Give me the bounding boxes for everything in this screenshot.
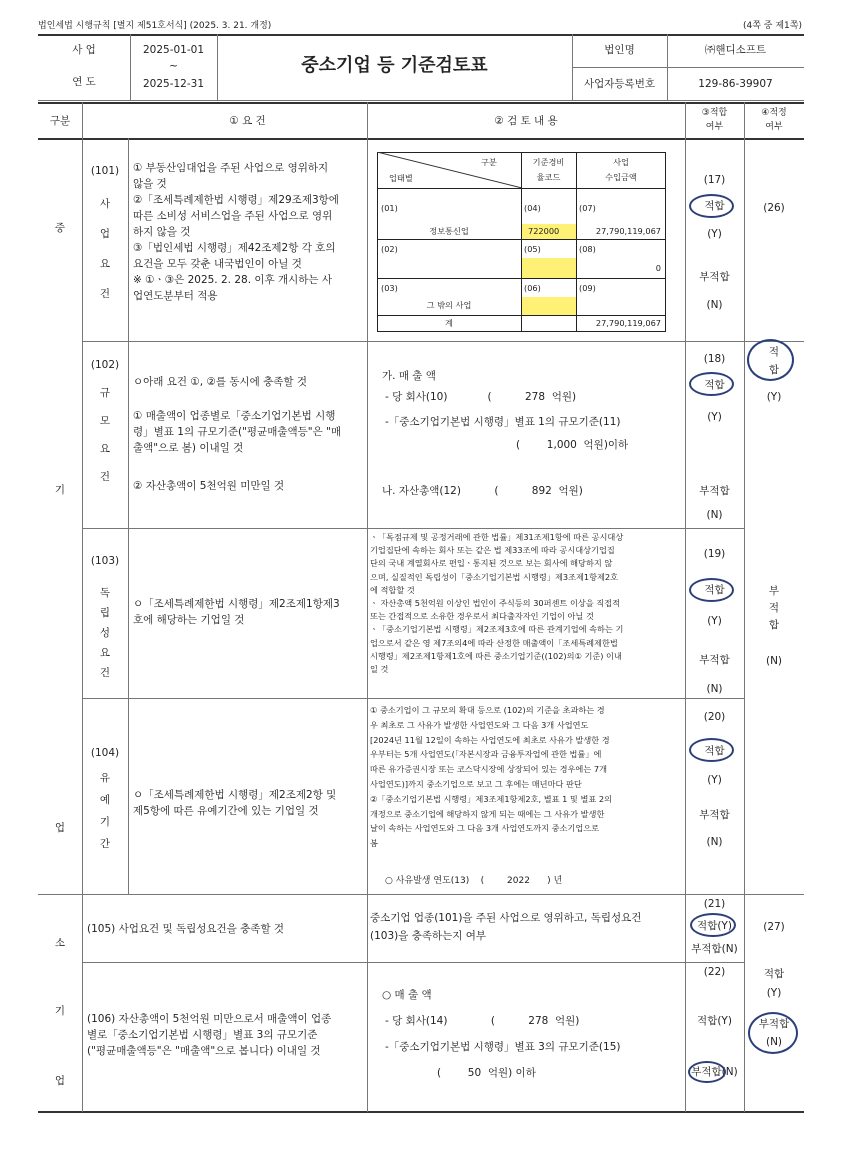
rt-row1-code-num: (04) xyxy=(524,203,541,213)
r106-review-1: ○ 매 출 액 xyxy=(382,989,432,1001)
r102-judge-y: (Y) xyxy=(766,391,782,403)
r103-requirements: ㅇ「조세특례제한법 시행령」제2조제1항제3 호에 해당하는 기업일 것 xyxy=(133,598,340,626)
r106-judge-fit: 적합 xyxy=(763,968,785,980)
r103-unfit-n: (N) xyxy=(706,683,723,695)
col-fit-1b: 여부 xyxy=(705,122,724,132)
col-fit-1: ③적합 xyxy=(701,108,728,118)
rt-row2-amt-num: (08) xyxy=(579,244,596,254)
rt-row3-code-num: (06) xyxy=(524,283,541,293)
rt-total-label: 계 xyxy=(445,318,453,328)
side-label-gi2: 기 xyxy=(54,1005,66,1017)
r104-unfit-n: (N) xyxy=(706,836,723,848)
r101-unfit: 부적합 xyxy=(699,271,730,283)
page-title: 중소기업 등 기준검토표 xyxy=(301,55,488,76)
r104-fit-num: (20) xyxy=(703,711,726,723)
col-review: ② 검 토 내 용 xyxy=(494,115,558,127)
r105-fit: 적합(Y) xyxy=(697,920,732,932)
r103-fit-y: (Y) xyxy=(707,615,722,627)
r101-vert-label: 사 업 요 건 xyxy=(99,198,111,300)
r101-judge: (26) xyxy=(763,202,785,214)
r104-unfit: 부적합 xyxy=(699,809,730,821)
r103-judge: 부 적 합 xyxy=(768,585,780,631)
col-fit-2: ④적정 xyxy=(761,108,787,118)
r106-requirement: (106) 자산총액이 5천억원 미만으로서 매출액이 업종 별로「중소기업기본법 시행령」별표 3의 규모기준 ("평균매출액등"은 "매출액"으로 봅니다) 이내일 것 xyxy=(87,1013,332,1057)
rt-row1-code: 722000 xyxy=(528,226,560,236)
r104-fit: 적합 xyxy=(704,745,725,757)
rt-h-gubun: 구분 xyxy=(481,157,497,167)
rt-row1-amt-num: (07) xyxy=(579,203,596,213)
r105-review: 중소기업 업종(101)을 주된 사업으로 영위하고, 독립성요건 (103)을 충족하는지 여부 xyxy=(370,912,642,942)
r102-review-5: 나. 자산총액(12) ( 892 억원) xyxy=(382,485,583,497)
corp-name: ㈜핸디소프트 xyxy=(704,44,767,56)
rt-row3-name: 그 밖의 사업 xyxy=(426,300,472,310)
biz-no: 129-86-39907 xyxy=(698,78,773,90)
rt-total-amt: 27,790,119,067 xyxy=(595,318,661,328)
r103-review: ㆍ「독점규제 및 공정거래에 관한 법률」제31조제1항에 따른 공시대상 기업집단에 속하는 회사 또는 같은 법 제33조에 따라 공시대상기업집 단의 국내 계열회사로 편입ㆍ통지된 것으로 보는 회사에 해당하지 않 으며, 실질적인 독립성이「중소기업기본법 시행령」제3조제1항제2호 에 적합할 것 ㆍ 자산총액 5천억원 이상인 법인이 주식등의 30퍼센트 이상을 직접적 또는 간접적으로 소유한 경우로서 최다출자자인 기업이 아닐 것 ㆍ「중소기업기본법 시행령」제2조제3호에 따른 관계기업에 속하는 기 업으로서 같은 영 제7조의4에 따라 산정한 매출액이「조세특례제한법 시행령」제2조제1항제1호에 따른 중소기업기준((102)의① 기준) 이내 일 것 xyxy=(370,532,624,675)
rt-h-upte: 업태별 xyxy=(389,173,413,183)
r102-req-2: ① 매출액이 업종별로「중소기업기본법 시행 령」별표 1의 규모기준("평균매출액등"은 "매 출액"으로 봄) 이내일 것 xyxy=(133,410,342,454)
r104-reason-year: ○ 사유발생 연도(13) ( 2022 ) 년 xyxy=(385,876,563,886)
r103-fit: 적합 xyxy=(704,584,725,596)
r105-unfit: 부적합(N) xyxy=(691,943,738,955)
r101-fit-y: (Y) xyxy=(707,228,722,240)
side-label-gi: 기 xyxy=(54,484,66,496)
r106-unfit: 부적합(N) xyxy=(691,1066,738,1078)
r106-review-4: ( 50 억원) 이하 xyxy=(437,1067,536,1079)
r105-requirement: (105) 사업요건 및 독립성요건을 충족할 것 xyxy=(87,923,285,935)
r101-num: (101) xyxy=(90,165,120,177)
rt-row2-amt: 0 xyxy=(655,263,661,273)
r101-requirements: ① 부동산임대업을 주된 사업으로 영위하지 않을 것 ②「조세특례제한법 시행령」제29조제3항에 따른 소비성 서비스업을 주된 사업으로 영위 하지 않을 것 ③「법인세법 시행령」제42조제2항 각 호의 요건을 모두 갖춘 내국법인이 아닐 것 ※ ①ㆍ③은 2025. 2. 28. 이후 개시하는 사 업연도분부터 적용 xyxy=(133,162,339,302)
r106-judge-n: (N) xyxy=(765,1036,783,1048)
r102-review-3: -「중소기업기본법 시행령」별표 1의 규모기준(11) xyxy=(385,416,621,428)
r102-review-4: ( 1,000 억원)이하 xyxy=(516,439,629,451)
r101-fit-num: (17) xyxy=(703,174,726,186)
r102-review-2: - 당 회사(10) ( 278 억원) xyxy=(385,391,577,403)
rt-row2-num: (02) xyxy=(381,244,398,254)
r106-review-2: - 당 회사(14) ( 278 억원) xyxy=(385,1015,580,1027)
period-tilde: ~ xyxy=(169,60,178,72)
r102-unfit: 부적합 xyxy=(699,485,730,497)
col-category: 구분 xyxy=(49,115,71,127)
side-label-eop2: 업 xyxy=(54,1075,66,1087)
side-label-eop: 업 xyxy=(54,822,66,834)
r102-num: (102) xyxy=(90,359,120,371)
r103-fit-num: (19) xyxy=(703,548,726,560)
rt-row3-amt-num: (09) xyxy=(579,283,596,293)
period-label-2: 연 도 xyxy=(72,76,96,88)
r102-review-1: 가. 매 출 액 xyxy=(382,370,436,382)
r102-fit-num: (18) xyxy=(703,353,726,365)
rt-h-code1: 기준경비 xyxy=(532,157,565,167)
rt-row1-name: 정보통신업 xyxy=(429,226,469,236)
r106-judge-circle xyxy=(748,1012,798,1054)
side-label-jung: 중 xyxy=(54,222,66,234)
col-requirements: ① 요 건 xyxy=(229,115,266,127)
r104-vert-label: 유 예 기 간 xyxy=(99,772,111,850)
r102-unfit-n: (N) xyxy=(706,509,723,521)
r103-num: (103) xyxy=(90,555,120,567)
rt-row3-num: (03) xyxy=(381,283,398,293)
r102-vert-label: 규 모 요 건 xyxy=(99,387,111,483)
rt-h-rev1: 사업 xyxy=(613,157,629,167)
r103-judge-n: (N) xyxy=(765,655,783,667)
rt-row1-amt: 27,790,119,067 xyxy=(595,226,661,236)
period-start: 2025-01-01 xyxy=(142,44,205,56)
r106-review-3: -「중소기업기본법 시행령」별표 3의 규모기준(15) xyxy=(385,1041,621,1053)
side-label-so: 소 xyxy=(54,937,66,949)
r105-fit-num: (21) xyxy=(703,898,726,910)
r103-unfit: 부적합 xyxy=(699,654,730,666)
r103-vert-label: 독 립 성 요 건 xyxy=(99,587,111,679)
r104-requirements: ㅇ「조세특례제한법 시행령」제2조제2항 및 제5항에 따른 유예기간에 있는 기업일 것 xyxy=(133,789,337,817)
r106-judge-y: (Y) xyxy=(766,987,782,999)
rt-row1-num: (01) xyxy=(381,203,398,213)
r101-fit: 적합 xyxy=(704,200,725,212)
r102-fit: 적합 xyxy=(704,379,725,391)
r102-judge-2: 합 xyxy=(768,364,780,376)
period-end: 2025-12-31 xyxy=(142,78,205,90)
r102-fit-y: (Y) xyxy=(707,411,722,423)
r104-fit-y: (Y) xyxy=(707,774,722,786)
r106-fit-num: (22) xyxy=(703,966,726,978)
r103-fit-circle xyxy=(689,578,734,602)
r102-judge-1: 적 xyxy=(768,346,780,358)
r106-fit: 적합(Y) xyxy=(697,1015,732,1027)
rt-h-rev2: 수입금액 xyxy=(605,172,637,182)
r106-unfit-circle xyxy=(688,1061,726,1083)
r105-fit-circle xyxy=(690,913,736,937)
r106-judge-unfit: 부적합 xyxy=(758,1018,790,1030)
r102-req-1: ㅇ아래 요건 ①, ②를 동시에 충족할 것 xyxy=(133,376,308,388)
r102-req-3: ② 자산총액이 5천억원 미만일 것 xyxy=(133,480,285,492)
rt-row2-code-num: (05) xyxy=(524,244,541,254)
r101-fit-circle xyxy=(689,194,734,218)
corp-name-label: 법인명 xyxy=(604,44,635,56)
regulation-caption: 법인세법 시행규칙 [별지 제51호서식] (2025. 3. 21. 개정) xyxy=(38,21,272,31)
biz-no-label: 사업자등록번호 xyxy=(583,78,655,90)
r105-judge: (27) xyxy=(763,921,785,933)
page-info: (4쪽 중 제1쪽) xyxy=(743,21,802,31)
r104-fit-circle xyxy=(689,738,734,762)
r104-num: (104) xyxy=(90,747,120,759)
r104-review: ① 중소기업이 그 규모의 확대 등으로 (102)의 기준을 초과하는 경 우 최초로 그 사유가 발생한 사업연도와 그 다음 3개 사업연도 [2024년 11월 12일이 속하는 사업연도에 최초로 사유가 발생한 경 우부터는 5개 사업연도(「자본시장과 금융투자업에 관한 법률」에 따른 유가증권시장 또는 코스닥시장에 상장되어 있는 경우에는 7개 사업연도)]까지 중소기업으로 보고 그 후에는 매년마다 판단 ②「중소기업기본법 시행령」제3조제1항제2호, 별표 1 및 별표 2의 개정으로 중소기업에 해당하지 않게 되는 때에는 그 사유가 발생한 날이 속하는 사업연도와 그 다음 3개 사업연도까지 중소기업으로 봄 xyxy=(370,705,612,849)
r101-unfit-n: (N) xyxy=(706,299,723,311)
period-label-1: 사 업 xyxy=(72,44,96,56)
col-fit-2b: 여부 xyxy=(765,122,783,132)
r102-fit-circle xyxy=(689,372,734,396)
rt-h-code2: 율코드 xyxy=(536,172,561,182)
r102-judge-circle xyxy=(747,339,794,381)
